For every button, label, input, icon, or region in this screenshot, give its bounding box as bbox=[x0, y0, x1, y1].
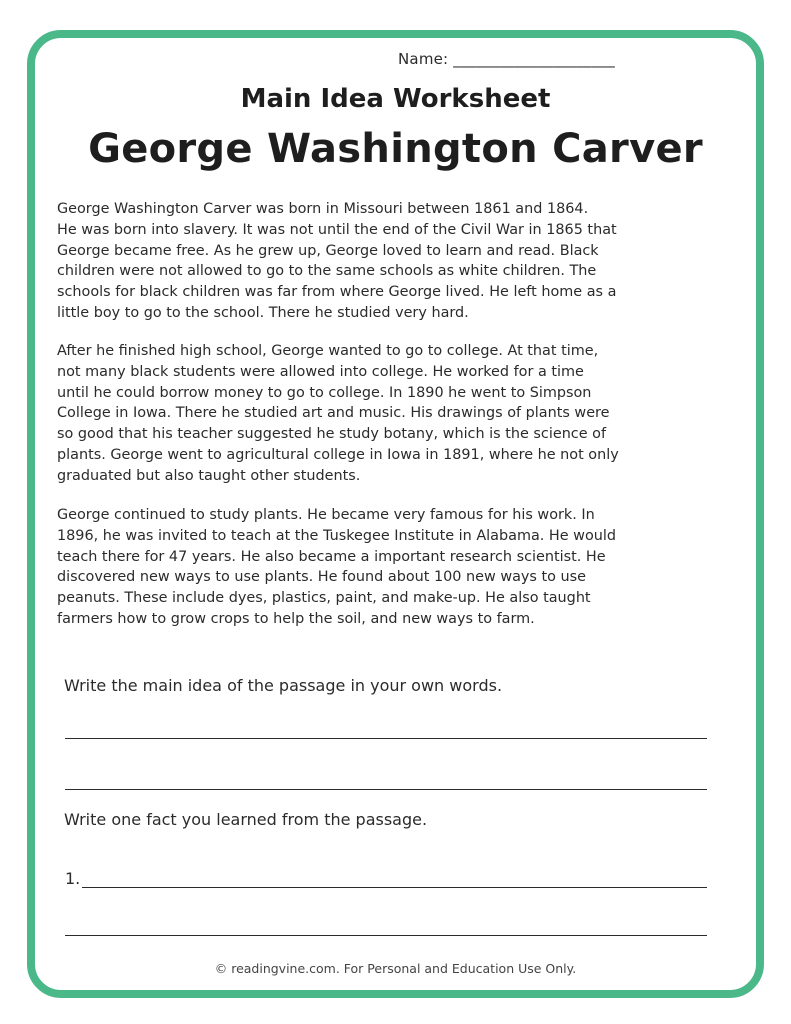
passage-paragraph-1: George Washington Carver was born in Missouri between 1861 and 1864. He was born into slavery. It was not until the end of the Civil War in 1865 that George became free. As he grew up, George loved to learn and read. Black children were not allowed to go to the same schools as white children. The schools for black children was far from where George lived. He left home as a little boy to go to the school. There he studied very hard. bbox=[57, 201, 617, 321]
page-title: George Washington Carver bbox=[88, 126, 703, 172]
name-field-label: Name: _____________________ bbox=[398, 50, 615, 68]
fact-prompt: Write one fact you learned from the passage. bbox=[64, 810, 428, 829]
main-idea-prompt: Write the main idea of the passage in your own words. bbox=[64, 676, 503, 695]
passage-paragraph-2: After he finished high school, George wanted to go to college. At that time, not many black students were allowed into college. He worked for a time until he could borrow money to go to college. In 1890 he went to Simpson College in Iowa. There he studied art and music. His drawings of plants were so good that his teacher suggested he study botany, which is the science of plants. George went to agricultural college in Iowa in 1891, where he not only graduated but also taught other students. bbox=[57, 343, 619, 484]
fact-answer-line-2[interactable] bbox=[65, 935, 707, 936]
fact-number-label: 1. bbox=[65, 869, 81, 888]
passage-paragraph-3: George continued to study plants. He became very famous for his work. In 1896, he was invited to teach at the Tuskegee Institute in Alabama. He would teach there for 47 years. He also became a important research scientist. He discovered new ways to use plants. He found about 100 new ways to use peanuts. These include dyes, plastics, paint, and make-up. He also taught farmers how to grow crops to help the soil, and new ways to farm. bbox=[57, 507, 617, 627]
main-idea-answer-line-2[interactable] bbox=[65, 789, 707, 790]
main-idea-answer-line-1[interactable] bbox=[65, 738, 707, 739]
fact-answer-line-1[interactable] bbox=[82, 887, 707, 888]
worksheet-subtitle: Main Idea Worksheet bbox=[240, 84, 551, 114]
copyright-footer: © readingvine.com. For Personal and Education Use Only. bbox=[214, 961, 577, 976]
